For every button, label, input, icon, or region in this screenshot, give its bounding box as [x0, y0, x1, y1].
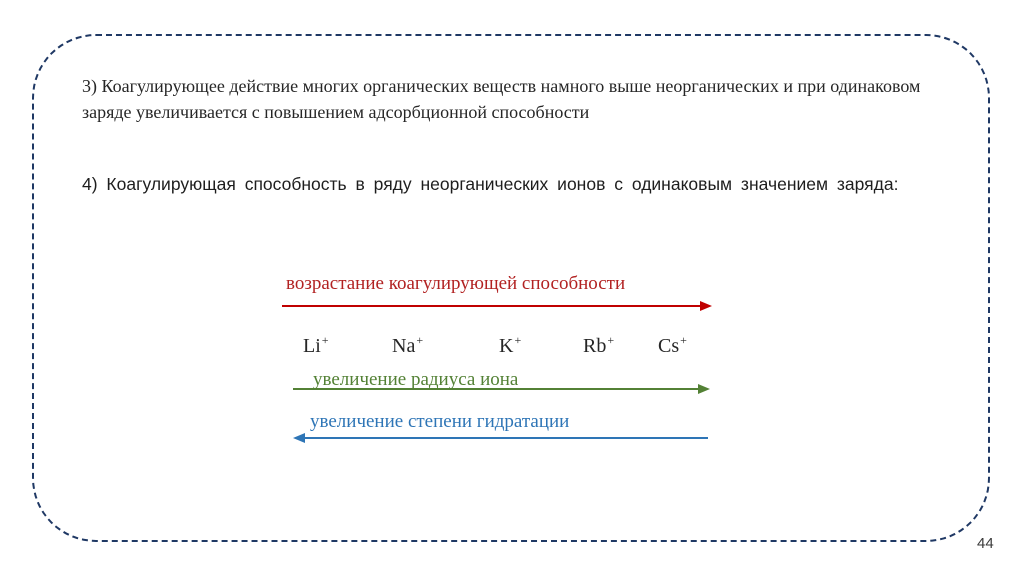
- point-3-text: 3) Коагулирующее действие многих органических веществ намного выше неорганических и при одинаковом заряде увеличивается с повышением адсорбционной способности: [82, 76, 921, 122]
- hydration-degree-label: увеличение степени гидратации: [310, 411, 570, 432]
- coagulating-ability-label: возрастание коагулирующей способности: [286, 273, 626, 294]
- page-number: 44: [977, 535, 994, 552]
- red-arrow-right: [282, 301, 712, 311]
- ion-rb: Rb+: [583, 333, 615, 357]
- point-4-text: 4) Коагулирующая способность в ряду неорганических ионов с одинаковым значением заряда:: [82, 174, 899, 194]
- ion-radius-label: увеличение радиуса иона: [313, 369, 519, 390]
- blue-arrow-left: [293, 433, 708, 443]
- ion-k: K+: [499, 333, 522, 357]
- ion-li: Li+: [303, 333, 329, 357]
- ion-na: Na+: [392, 333, 424, 357]
- ion-cs: Cs+: [658, 333, 687, 357]
